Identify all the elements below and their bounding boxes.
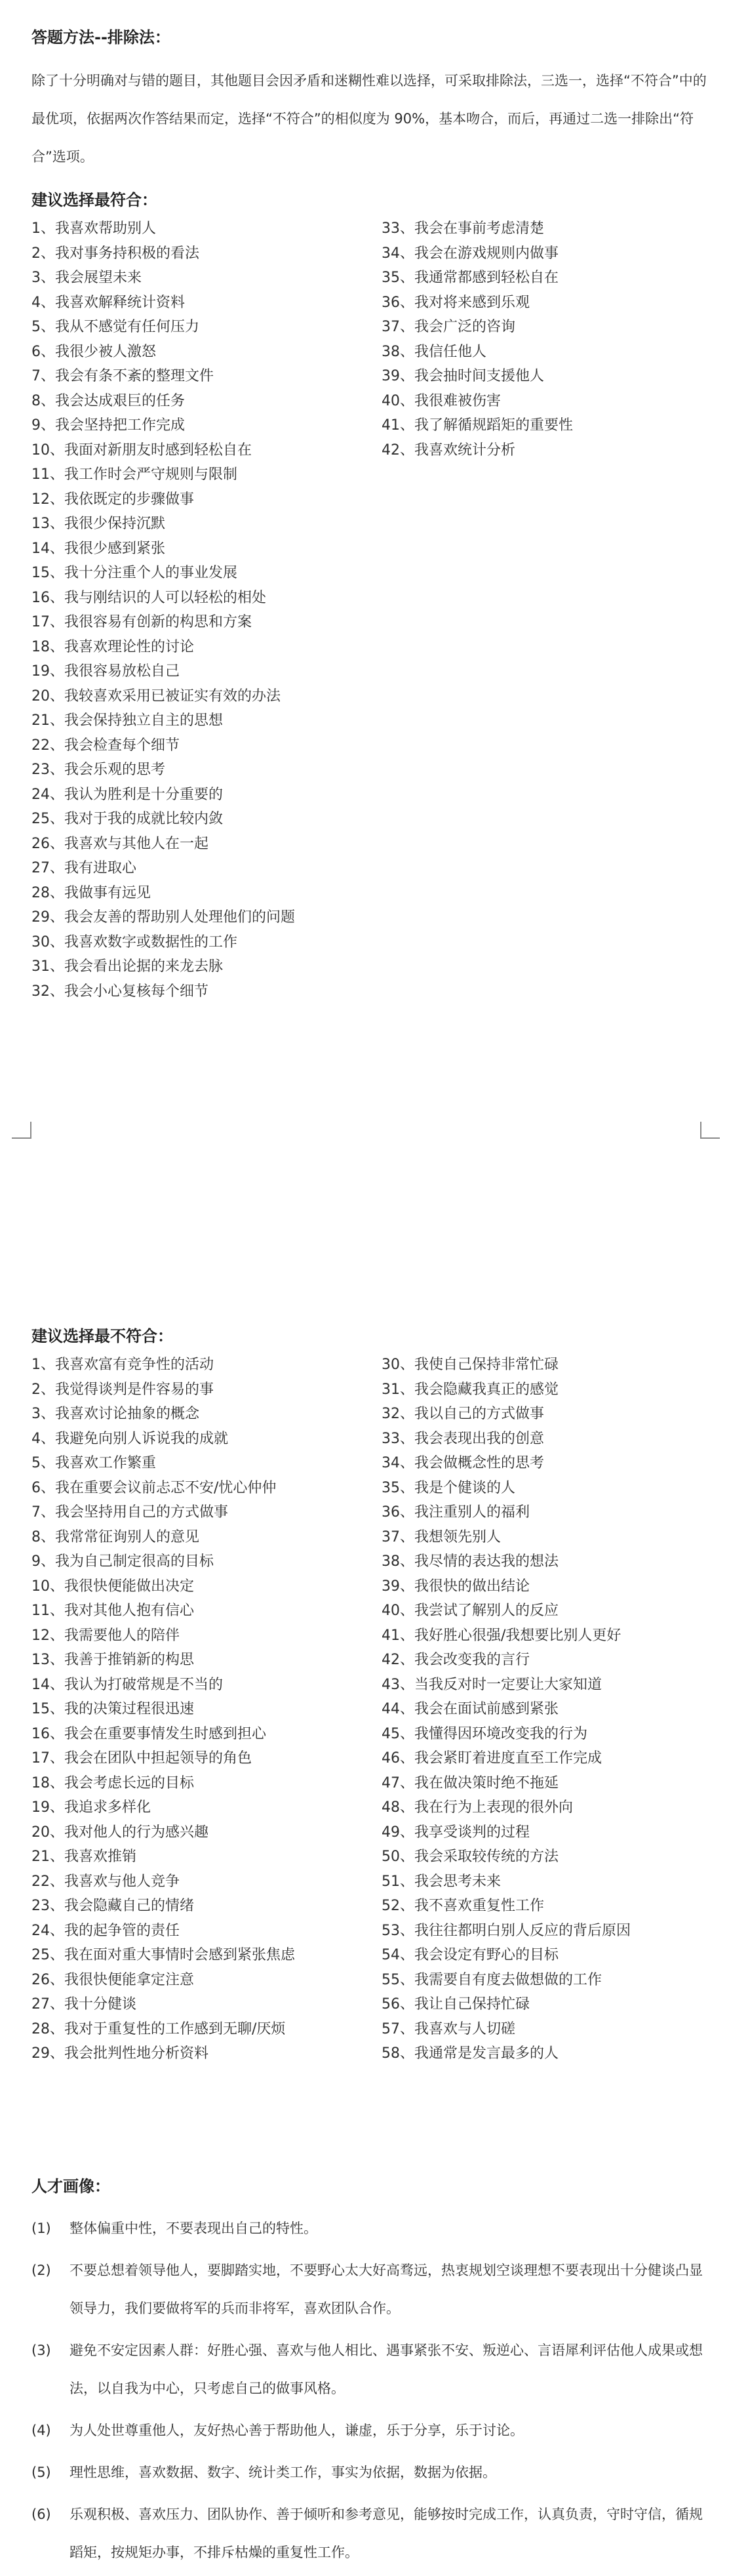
- list-item: 40、我尝试了解别人的反应: [382, 1603, 559, 1619]
- portrait-item: [31, 2453, 707, 2491]
- list-item: 23、我会乐观的思考: [31, 762, 165, 778]
- list-item: 2、我对事务持积极的看法: [31, 245, 199, 262]
- list-item: 39、我很快的做出结论: [382, 1578, 530, 1595]
- list-item: 25、我对于我的成就比较内敛: [31, 811, 223, 827]
- portrait-item-text: 乐观积极、喜欢压力、团队协作、善于倾听和参考意见，能够按时完成工作，认真负责，守时守信，循规蹈矩，按规矩办事，不排斥枯燥的重复性工作。: [69, 2506, 703, 2560]
- portrait-item-number: (6): [31, 2506, 51, 2522]
- list-item: 19、我很容易放松自己: [31, 663, 180, 680]
- list-item: 30、我喜欢数字或数据性的工作: [31, 933, 237, 951]
- portrait-item-text: 整体偏重中性，不要表现出自己的特性。: [69, 2220, 317, 2236]
- list-item: 15、我十分注重个人的事业发展: [31, 565, 237, 581]
- list-item: 27、我有进取心: [31, 860, 136, 876]
- list-item: 10、我很快便能做出决定: [31, 1578, 194, 1595]
- list-item: 37、我想领先别人: [382, 1528, 501, 1545]
- list-item: 9、我会坚持把工作完成: [31, 417, 185, 434]
- list-item: 53、我往往都明白别人反应的背后原因: [382, 1922, 631, 1939]
- page-gap: [0, 1149, 729, 1286]
- list-item: 23、我会隐藏自己的情绪: [31, 1898, 194, 1914]
- crop-mark: [12, 1122, 31, 1139]
- list-item: 45、我懂得因环境改变我的行为: [382, 1725, 587, 1742]
- list-item: 26、我很快便能拿定注意: [31, 1971, 194, 1988]
- list-item: 34、我会在游戏规则内做事: [382, 245, 559, 262]
- list-item: 38、我尽情的表达我的想法: [382, 1553, 559, 1570]
- portrait-item-text: 避免不安定因素人群：好胜心强、喜欢与他人相比、遇事紧张不安、叛逆心、言语犀利评估他人成果或想法，以自我为中心，只考虑自己的做事风格。: [69, 2342, 703, 2396]
- list-item: 13、我很少保持沉默: [31, 516, 165, 532]
- list-item: 18、我会考虑长远的目标: [31, 1774, 194, 1791]
- list-item: 48、我在行为上表现的很外向: [382, 1799, 573, 1816]
- list-item: 35、我通常都感到轻松自在: [382, 270, 559, 286]
- list-item: 44、我会在面试前感到紧张: [382, 1701, 559, 1717]
- list-item: 21、我喜欢推销: [31, 1849, 136, 1865]
- list-item: 3、我喜欢讨论抽象的概念: [31, 1406, 199, 1422]
- list-item: 11、我工作时会严守规则与限制: [31, 466, 237, 483]
- list-item: 2、我觉得谈判是件容易的事: [31, 1381, 214, 1398]
- list-item: 46、我会紧盯着进度直至工作完成: [382, 1750, 602, 1767]
- list-item: 13、我善于推销新的构思: [31, 1652, 194, 1668]
- list-item: 5、我喜欢工作繁重: [31, 1455, 156, 1471]
- list-item: 19、我追求多样化: [31, 1799, 151, 1816]
- list-item: 10、我面对新朋友时感到轻松自在: [31, 441, 252, 459]
- list-item: 38、我信任他人: [382, 343, 486, 360]
- list-item: 26、我喜欢与其他人在一起: [31, 835, 208, 852]
- portrait-item-number: (3): [31, 2342, 51, 2358]
- portrait-item-text: 为人处世尊重他人，友好热心善于帮助他人，谦虚，乐于分享，乐于讨论。: [69, 2423, 524, 2438]
- match-list-right: [382, 216, 573, 462]
- list-item: 16、我与刚结识的人可以轻松的相处: [31, 589, 266, 606]
- list-item: 16、我会在重要事情发生时感到担心: [31, 1725, 266, 1742]
- list-item: 25、我在面对重大事情时会感到紧张焦虑: [31, 1947, 295, 1963]
- list-item: 34、我会做概念性的思考: [382, 1455, 544, 1471]
- list-item: 33、我会在事前考虑清楚: [382, 220, 544, 237]
- list-item: 18、我喜欢理论性的讨论: [31, 638, 194, 655]
- list-item: 8、我会达成艰巨的任务: [31, 392, 185, 409]
- portrait-list: [31, 2209, 707, 2575]
- list-item: 49、我享受谈判的过程: [382, 1824, 530, 1841]
- list-item: 41、我好胜心很强/我想要比别人更好: [382, 1627, 621, 1644]
- match-title: 建议选择最符合：: [31, 191, 157, 209]
- list-item: 22、我喜欢与他人竞争: [31, 1873, 180, 1890]
- portrait-item-text: 理性思维，喜欢数据、数字、统计类工作，事实为依据，数据为依据。: [69, 2464, 496, 2480]
- list-item: 22、我会检查每个细节: [31, 737, 180, 754]
- list-item: 20、我较喜欢采用已被证实有效的办法: [31, 687, 281, 705]
- list-item: 55、我需要自有度去做想做的工作: [382, 1971, 602, 1988]
- portrait-item-number: (4): [31, 2423, 51, 2438]
- crop-mark: [700, 1122, 720, 1139]
- list-item: 1、我喜欢帮助别人: [31, 220, 156, 237]
- list-item: 12、我需要他人的陪伴: [31, 1627, 180, 1644]
- list-item: 31、我会看出论据的来龙去脉: [31, 958, 223, 975]
- list-item: 43、当我反对时一定要让大家知道: [382, 1676, 602, 1693]
- list-item: 15、我的决策过程很迅速: [31, 1701, 194, 1717]
- list-item: 58、我通常是发言最多的人: [382, 2045, 559, 2062]
- list-item: 7、我会坚持用自己的方式做事: [31, 1504, 228, 1521]
- list-item: 36、我注重别人的福利: [382, 1504, 530, 1521]
- list-item: 27、我十分健谈: [31, 1996, 136, 2013]
- list-item: 4、我避免向别人诉说我的成就: [31, 1430, 228, 1447]
- mismatch-title: 建议选择最不符合：: [31, 1327, 173, 1345]
- portrait-item-number: (5): [31, 2464, 51, 2480]
- list-item: 47、我在做决策时绝不拖延: [382, 1774, 559, 1791]
- list-item: 52、我不喜欢重复性工作: [382, 1898, 544, 1914]
- list-item: 12、我依既定的步骤做事: [31, 491, 194, 508]
- mismatch-list-left: [31, 1353, 295, 2066]
- list-item: 1、我喜欢富有竞争性的活动: [31, 1357, 214, 1373]
- portrait-item-number: (2): [31, 2262, 51, 2278]
- list-item: 5、我从不感觉有任何压力: [31, 319, 199, 335]
- portrait-item-text: 不要总想着领导他人，要脚踏实地，不要野心太大好高骛远，热衷规划空谈理想不要表现出十分健谈凸显领导力，我们要做将军的兵而非将军，喜欢团队合作。: [69, 2262, 703, 2316]
- list-item: 14、我很少感到紧张: [31, 540, 165, 557]
- list-item: 40、我很难被伤害: [382, 392, 501, 409]
- list-item: 35、我是个健谈的人: [382, 1479, 515, 1496]
- portrait-item: [31, 2495, 707, 2571]
- list-item: 21、我会保持独立自主的思想: [31, 712, 223, 729]
- list-item: 51、我会思考未来: [382, 1873, 501, 1890]
- list-item: 32、我以自己的方式做事: [382, 1406, 544, 1422]
- method-title: 答题方法--排除法：: [31, 28, 170, 47]
- portrait-title: 人才画像：: [31, 2177, 110, 2196]
- list-item: 4、我喜欢解释统计资料: [31, 294, 185, 311]
- list-item: 28、我做事有远见: [31, 884, 151, 901]
- list-item: 56、我让自己保持忙碌: [382, 1996, 530, 2013]
- portrait-item-number: (1): [31, 2220, 51, 2236]
- list-item: 29、我会批判性地分析资料: [31, 2045, 208, 2062]
- list-item: 42、我会改变我的言行: [382, 1652, 530, 1668]
- portrait-item: [31, 2251, 707, 2327]
- list-item: 50、我会采取较传统的方法: [382, 1849, 559, 1865]
- list-item: 54、我会设定有野心的目标: [382, 1947, 559, 1963]
- list-item: 57、我喜欢与人切磋: [382, 2020, 515, 2037]
- portrait-item: [31, 2331, 707, 2407]
- list-item: 9、我为自己制定很高的目标: [31, 1553, 214, 1570]
- list-item: 42、我喜欢统计分析: [382, 441, 515, 459]
- list-item: 37、我会广泛的咨询: [382, 319, 515, 335]
- method-text: 除了十分明确对与错的题目，其他题目会因矛盾和迷糊性难以选择，可采取排除法，三选一，选择“不符合”中的最优项，依据两次作答结果而定，选择“不符合”的相似度为 90%，基本吻合，而后，再通过二选一排除出“符合”选项。: [31, 73, 707, 165]
- list-item: 28、我对于重复性的工作感到无聊/厌烦: [31, 2020, 286, 2037]
- portrait-item: [31, 2209, 707, 2247]
- list-item: 39、我会抽时间支援他人: [382, 368, 544, 384]
- list-item: 24、我认为胜利是十分重要的: [31, 786, 223, 803]
- list-item: 41、我了解循规蹈矩的重要性: [382, 417, 573, 434]
- list-item: 29、我会友善的帮助别人处理他们的问题: [31, 909, 295, 926]
- match-list-left: [31, 216, 295, 1004]
- list-item: 33、我会表现出我的创意: [382, 1430, 544, 1447]
- list-item: 31、我会隐藏我真正的感觉: [382, 1381, 559, 1398]
- list-item: 24、我的起争管的责任: [31, 1922, 180, 1939]
- list-item: 3、我会展望未来: [31, 270, 142, 286]
- list-item: 14、我认为打破常规是不当的: [31, 1676, 223, 1693]
- mismatch-list-right: [382, 1353, 631, 2066]
- list-item: 36、我对将来感到乐观: [382, 294, 530, 311]
- list-item: 20、我对他人的行为感兴趣: [31, 1824, 208, 1841]
- portrait-item: [31, 2411, 707, 2449]
- list-item: 6、我在重要会议前忐忑不安/忧心仲仲: [31, 1479, 277, 1496]
- list-item: 17、我很容易有创新的构思和方案: [31, 614, 252, 630]
- list-item: 17、我会在团队中担起领导的角色: [31, 1750, 252, 1767]
- list-item: 8、我常常征询别人的意见: [31, 1528, 199, 1545]
- document-page-1: [0, 0, 729, 1149]
- list-item: 32、我会小心复核每个细节: [31, 983, 208, 1000]
- list-item: 6、我很少被人激怒: [31, 343, 156, 360]
- list-item: 11、我对其他人抱有信心: [31, 1603, 194, 1619]
- list-item: 30、我使自己保持非常忙碌: [382, 1357, 559, 1373]
- list-item: 7、我会有条不紊的整理文件: [31, 368, 214, 384]
